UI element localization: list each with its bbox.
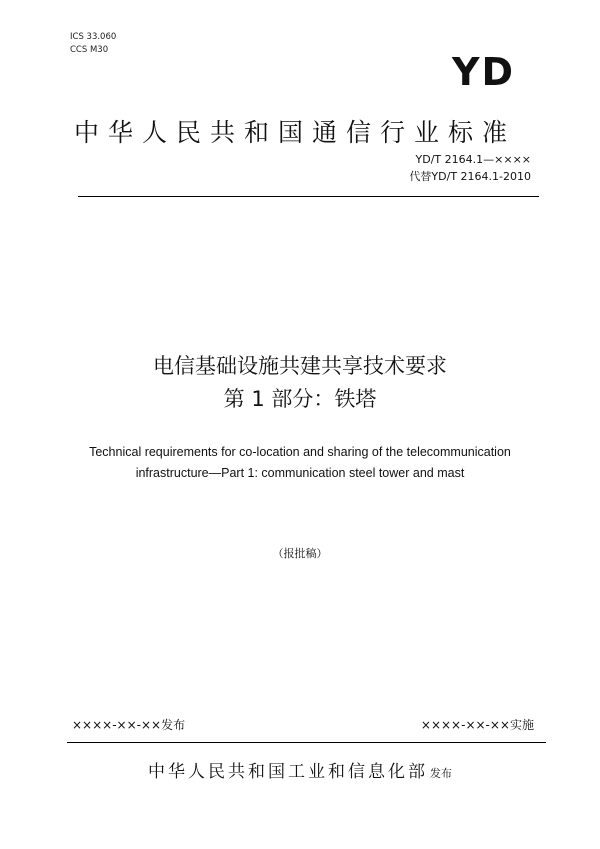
publisher-suffix: 发布 (430, 767, 452, 780)
document-title-en-line2: infrastructure—Part 1: communication steel tower and mast (135, 466, 465, 480)
document-title-en (40, 442, 560, 484)
top-divider (78, 196, 539, 197)
standard-number: YD/T 2164.1—×××× (415, 153, 531, 166)
publisher (0, 757, 600, 782)
replaces-standard: 代替YD/T 2164.1-2010 (409, 170, 531, 183)
yd-logo: YD (452, 50, 516, 94)
document-title-cn-line2: 第 1 部分：铁塔 (223, 387, 377, 411)
draft-status: （报批稿） (272, 547, 328, 560)
implementation-date: ××××-××-××实施 (420, 718, 534, 732)
document-title-en-line1: Technical requirements for co-location and sharing of the telecommunication (89, 445, 511, 459)
issue-date: ××××-××-××发布 (72, 718, 186, 732)
ics-code: ICS 33.060 (70, 32, 117, 42)
document-title-cn-line1: 电信基础设施共建共享技术要求 (153, 354, 447, 378)
publisher-name: 中华人民共和国工业和信息化部 (148, 762, 428, 782)
classification-codes (70, 31, 116, 57)
bottom-divider (67, 742, 546, 743)
standard-type-title: 中华人民共和国通信行业标准 (74, 118, 517, 147)
ccs-code: CCS M30 (70, 45, 109, 55)
